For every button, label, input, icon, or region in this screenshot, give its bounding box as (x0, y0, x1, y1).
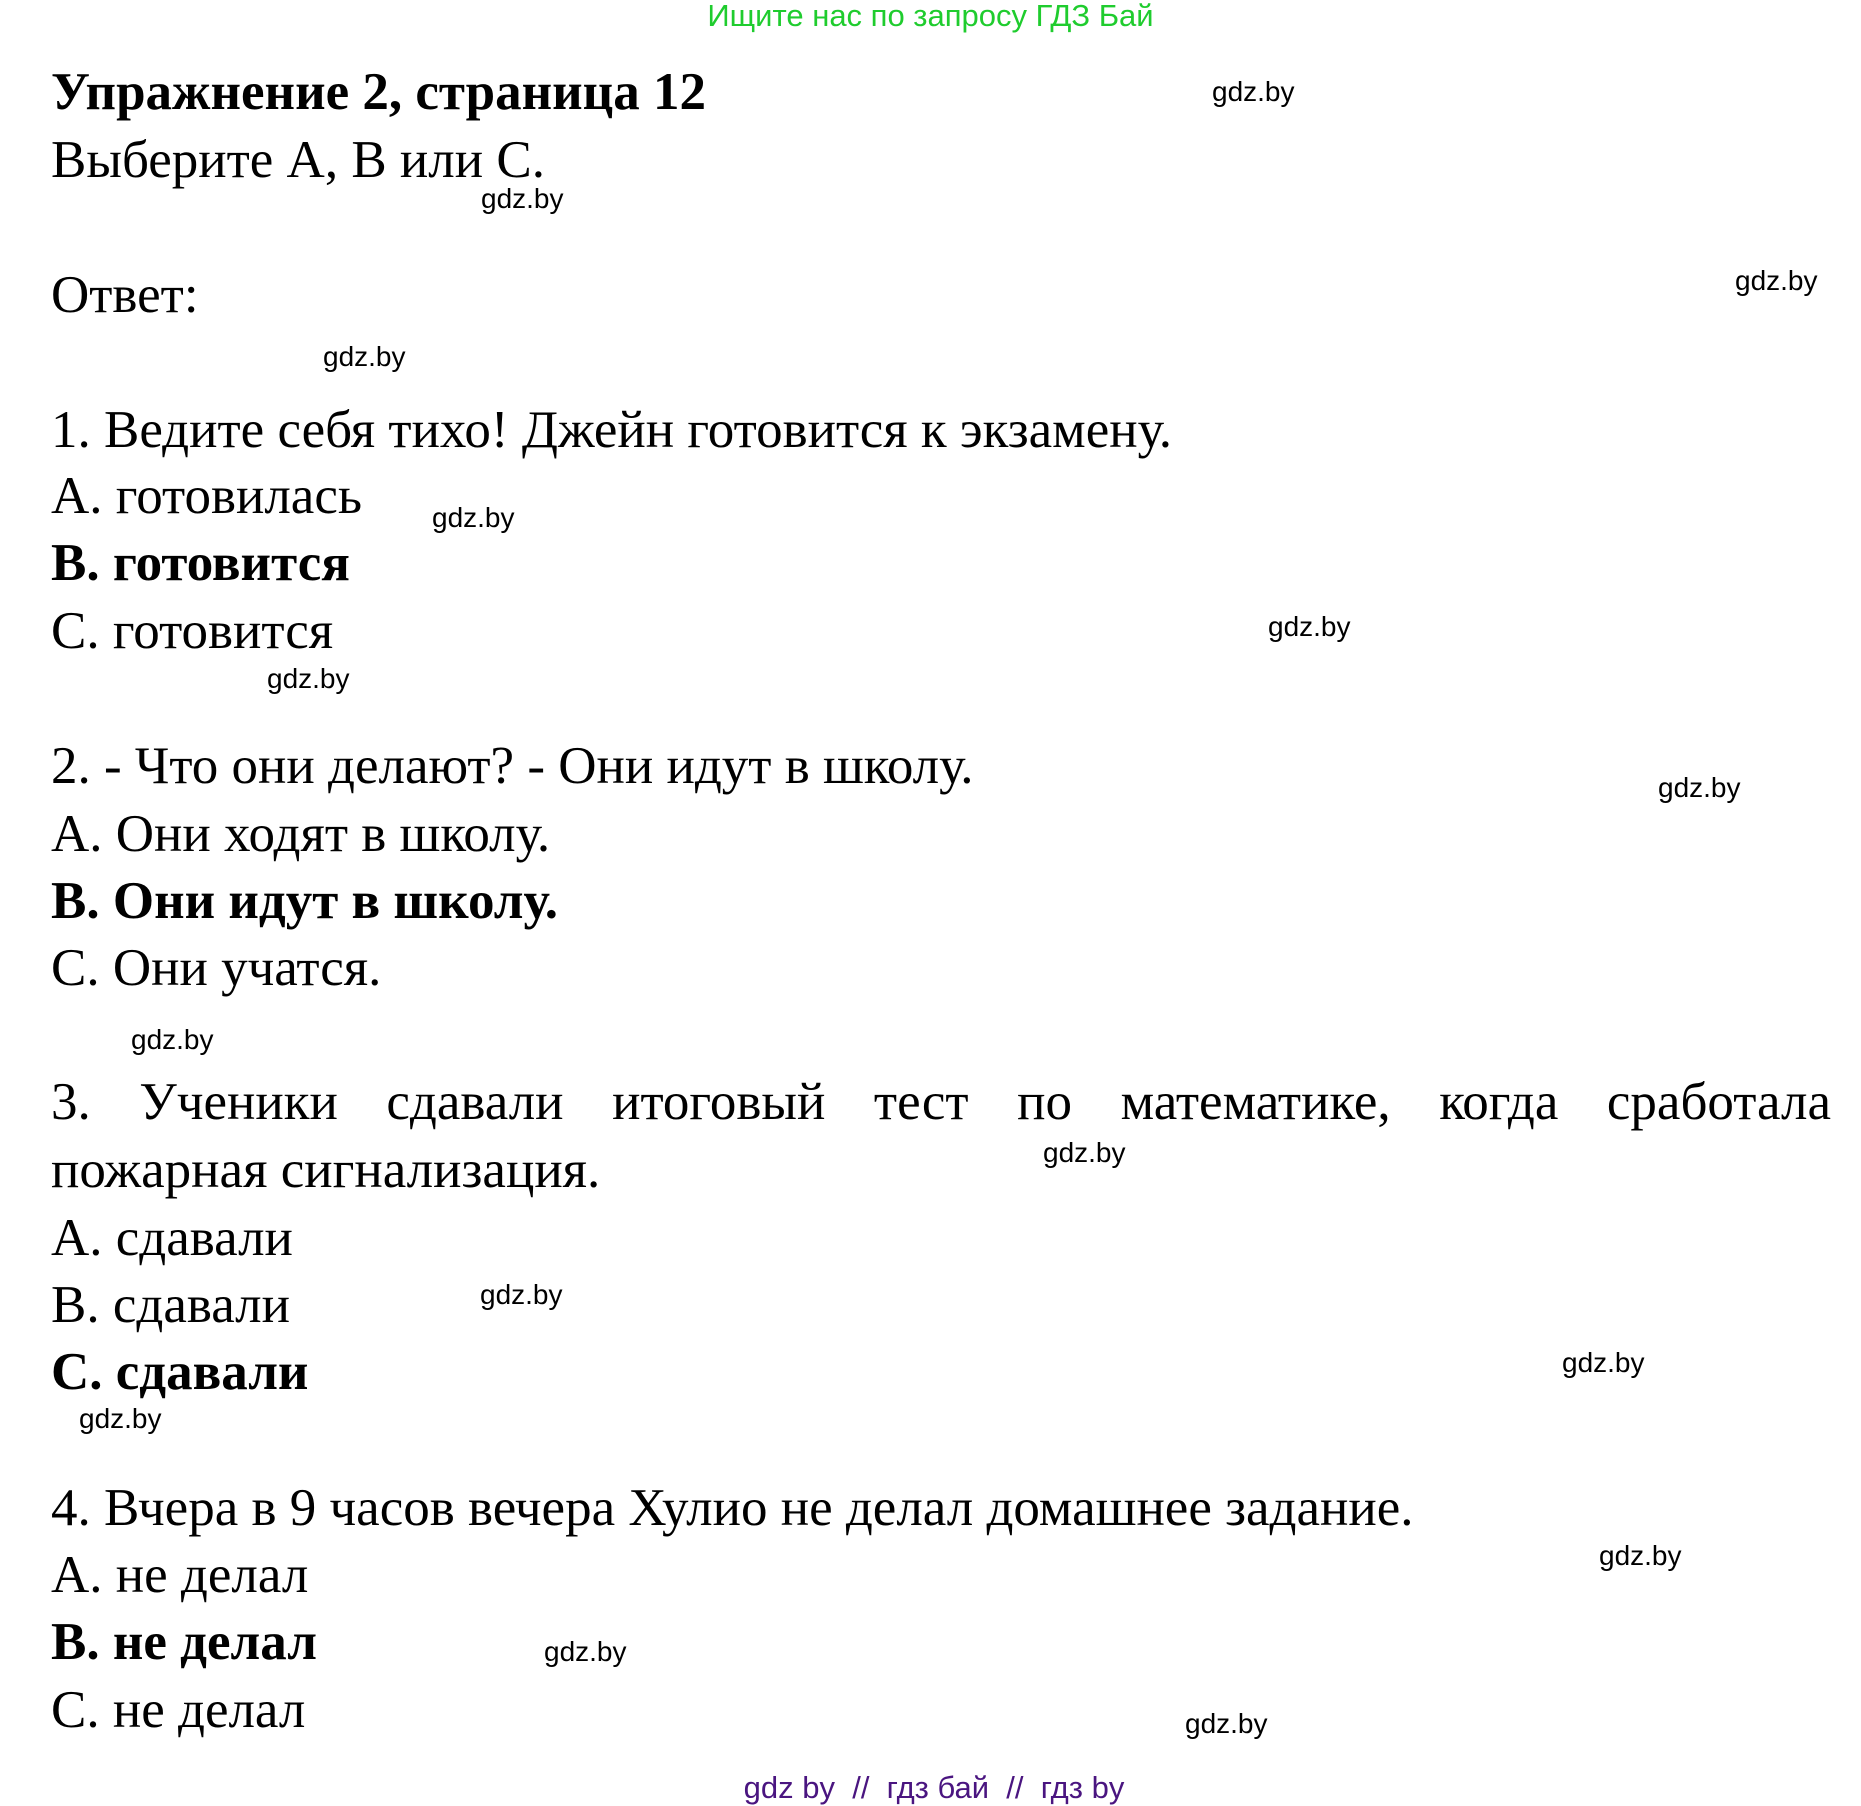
watermark: gdz.by (1735, 265, 1818, 296)
watermark: gdz.by (1658, 772, 1741, 803)
option-3b: B. сдавали (51, 1276, 290, 1334)
watermark: gdz.by (1562, 1347, 1645, 1378)
option-4a: A. не делал (51, 1546, 309, 1604)
option-2a: A. Они ходят в школу. (51, 805, 551, 863)
watermark: gdz.by (267, 663, 350, 694)
question-4: 4. Вчера в 9 часов вечера Хулио не делал домашнее задание. (51, 1479, 1414, 1537)
watermark: gdz.by (1043, 1137, 1126, 1168)
instruction: Выберите A, B или C. (51, 131, 545, 189)
watermark: gdz.by (480, 1279, 563, 1310)
watermark: gdz.by (481, 183, 564, 214)
question-2: 2. - Что они делают? - Они идут в школу. (51, 737, 974, 795)
question-3-line1: 3. Ученики сдавали итоговый тест по математике, когда сработала (51, 1073, 1831, 1131)
answer-label: Ответ: (51, 266, 199, 324)
option-4c: C. не делал (51, 1681, 306, 1739)
watermark: gdz.by (1185, 1708, 1268, 1739)
watermark: gdz.by (131, 1024, 214, 1055)
watermark: gdz.by (544, 1636, 627, 1667)
watermark: gdz.by (1212, 76, 1295, 107)
page-title: Упражнение 2, страница 12 (51, 63, 706, 121)
watermark: gdz.by (1268, 611, 1351, 642)
option-1b-correct: B. готовится (51, 534, 350, 592)
top-banner: Ищите нас по запросу ГДЗ Бай (707, 0, 1154, 33)
option-2b-correct: B. Они идут в школу. (51, 872, 558, 930)
option-1a: A. готовилась (51, 467, 363, 525)
option-1c: C. готовится (51, 602, 334, 660)
watermark: gdz.by (79, 1403, 162, 1434)
option-3a: A. сдавали (51, 1209, 293, 1267)
question-3-line2: пожарная сигнализация. (51, 1141, 601, 1199)
watermark: gdz.by (1599, 1540, 1682, 1571)
option-3c-correct: C. сдавали (51, 1343, 309, 1401)
option-2c: C. Они учатся. (51, 939, 382, 997)
option-4b-correct: B. не делал (51, 1613, 317, 1671)
watermark: gdz.by (323, 341, 406, 372)
watermark: gdz.by (432, 502, 515, 533)
footer-links: gdz by // гдз бай // гдз by (743, 1770, 1125, 1805)
question-1: 1. Ведите себя тихо! Джейн готовится к экзамену. (51, 401, 1173, 459)
